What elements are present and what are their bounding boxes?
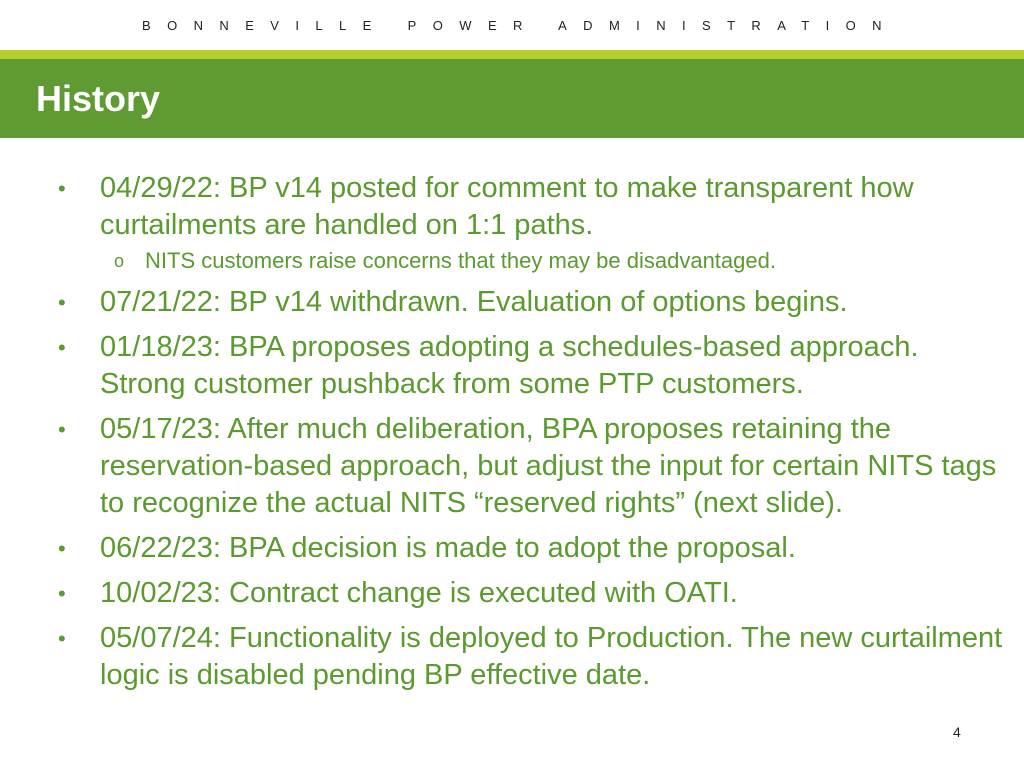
bullet-icon: • <box>58 290 66 315</box>
title-bar <box>0 59 1024 138</box>
bullet-text: 05/17/23: After much deliberation, BPA proposes retaining the reservation-based approach, but adjust the input for certain NITS tags to recognize the actual NITS “reserved rights” (next slide). <box>100 413 997 519</box>
bullet-text: 05/07/24: Functionality is deployed to Production. The new curtailment logic is disabled pending BP effective date. <box>100 622 1003 691</box>
bullet-item <box>0 284 1024 321</box>
bullet-item <box>0 575 1024 612</box>
bullet-item <box>0 411 1024 522</box>
org-header <box>0 0 1024 50</box>
bullet-list <box>0 170 1024 694</box>
page-number: 4 <box>953 724 961 740</box>
bullet-icon: • <box>58 626 66 651</box>
circle-bullet-icon: o <box>114 251 125 271</box>
bullet-text: 10/02/23: Contract change is executed with OATI. <box>100 577 738 609</box>
bullet-item <box>0 170 1024 276</box>
bullet-icon: • <box>58 536 66 561</box>
slide-content <box>0 170 1024 702</box>
bullet-icon: • <box>58 581 66 606</box>
bullet-text: 06/22/23: BPA decision is made to adopt the proposal. <box>100 532 796 564</box>
slide-title: History <box>36 78 161 119</box>
bullet-text: 01/18/23: BPA proposes adopting a schedules-based approach. Strong customer pushback from some PTP customers. <box>100 331 919 400</box>
bullet-item <box>0 530 1024 567</box>
sub-bullet-text: NITS customers raise concerns that they may be disadvantaged. <box>145 248 776 273</box>
bullet-icon: • <box>58 176 66 201</box>
sub-bullet-item <box>100 246 1004 276</box>
bullet-text: 07/21/22: BP v14 withdrawn. Evaluation of options begins. <box>100 286 848 318</box>
org-name: BONNEVILLE POWER ADMINISTRATION <box>142 17 898 33</box>
bullet-icon: • <box>58 335 66 360</box>
sub-bullet-list <box>100 246 1004 276</box>
bullet-icon: • <box>58 417 66 442</box>
accent-stripe <box>0 50 1024 59</box>
bullet-item <box>0 620 1024 694</box>
bullet-item <box>0 329 1024 403</box>
bullet-text: 04/29/22: BP v14 posted for comment to make transparent how curtailments are handled on 1:1 paths. <box>100 172 914 241</box>
